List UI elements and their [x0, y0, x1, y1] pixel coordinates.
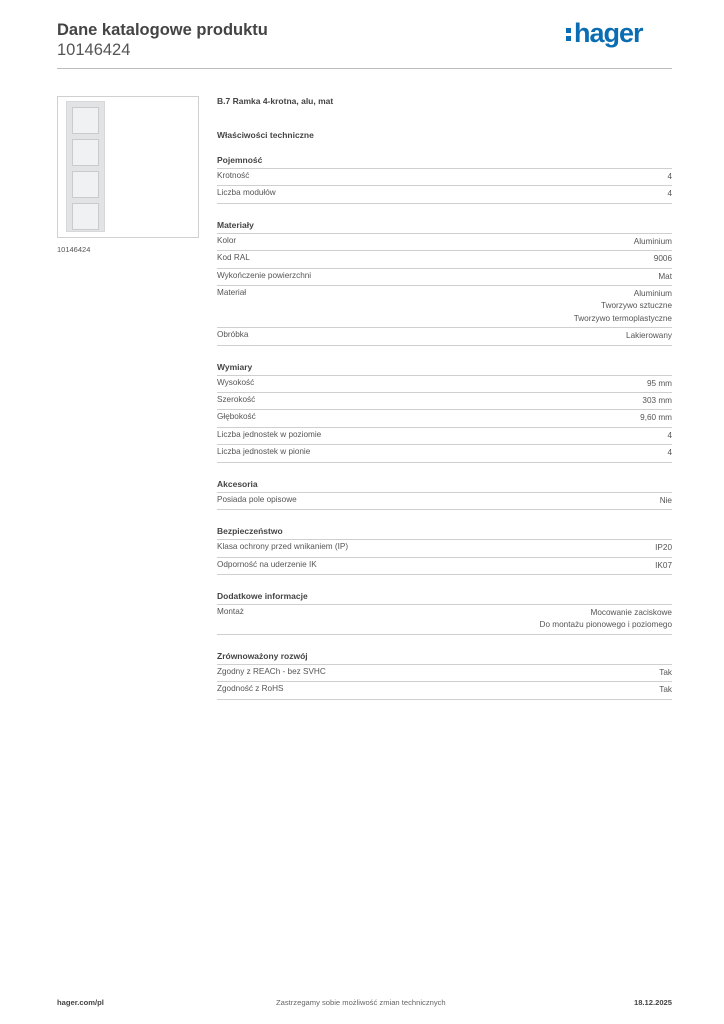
spec-value — [654, 253, 672, 265]
spec-label: Szerokość — [217, 395, 256, 405]
frame-slot-icon — [72, 171, 99, 198]
image-caption: 10146424 — [57, 245, 91, 254]
spec-value — [667, 188, 672, 200]
spec-label: Obróbka — [217, 330, 249, 340]
spec-label: Zgodny z REACh - bez SVHC — [217, 666, 326, 676]
spec-value-line: Mat — [658, 271, 672, 281]
spec-value — [667, 171, 672, 183]
document-title: Dane katalogowe produktu — [57, 21, 268, 39]
section-title: Wymiary — [217, 362, 672, 376]
spec-value — [667, 447, 672, 459]
hager-logo — [566, 18, 643, 49]
section-title: Pojemność — [217, 155, 672, 169]
product-name: B.7 Ramka 4-krotna, alu, mat — [217, 96, 334, 106]
spec-row — [217, 540, 672, 557]
spec-sections — [217, 155, 672, 700]
spec-value — [658, 271, 672, 283]
spec-label: Głębokość — [217, 412, 256, 422]
spec-row — [217, 682, 672, 699]
spec-value-line: 9,60 mm — [640, 413, 672, 423]
spec-row — [217, 376, 672, 393]
section-title: Zrównoważony rozwój — [217, 651, 672, 665]
spec-value — [659, 684, 672, 696]
document-header — [57, 20, 268, 60]
logo-dots-icon — [566, 22, 572, 42]
product-number: 10146424 — [57, 41, 131, 59]
spec-label: Materiał — [217, 288, 247, 298]
spec-value-line: Tak — [659, 667, 672, 677]
spec-label: Krotność — [217, 171, 250, 180]
spec-value — [655, 542, 672, 554]
footer-website[interactable]: hager.com/pl — [57, 998, 104, 1007]
spec-value-line: IP20 — [655, 543, 672, 553]
spec-value — [667, 430, 672, 442]
spec-value — [655, 560, 672, 572]
spec-value-line: 4 — [667, 172, 672, 181]
spec-value-line: 9006 — [653, 254, 672, 264]
spec-value-line: 303 mm — [642, 396, 672, 406]
spec-value — [634, 236, 672, 248]
spec-value-line: Tworzywo sztuczne — [601, 301, 672, 311]
spec-value-line: 4 — [667, 189, 672, 199]
spec-value-line: Mocowanie zaciskowe — [590, 607, 672, 617]
spec-label: Wykończenie powierzchni — [217, 270, 312, 280]
spec-row — [217, 445, 672, 462]
spec-value-line: Lakierowany — [626, 331, 672, 341]
spec-row — [217, 605, 672, 635]
spec-value-line: 95 mm — [646, 378, 672, 388]
spec-label: Kolor — [217, 235, 237, 245]
spec-row — [217, 558, 672, 575]
frame-slot-icon — [72, 139, 99, 166]
spec-value-line: Do montażu pionowego i poziomego — [539, 620, 672, 630]
spec-value — [659, 667, 672, 679]
spec-value-line: Aluminium — [633, 236, 672, 246]
spec-value-line: 4 — [667, 448, 672, 458]
spec-label: Kod RAL — [217, 253, 250, 263]
section-title: Dodatkowe informacje — [217, 591, 672, 605]
spec-label: Odporność na uderzenie IK — [217, 559, 317, 569]
spec-value — [574, 288, 672, 325]
spec-value — [660, 495, 672, 507]
spec-row — [217, 328, 672, 345]
properties-title: Właściwości techniczne — [217, 130, 314, 140]
frame-slot-icon — [72, 203, 99, 230]
spec-label: Posiada pole opisowe — [217, 494, 297, 504]
spec-row — [217, 269, 672, 286]
spec-value — [647, 378, 672, 390]
spec-row — [217, 251, 672, 268]
spec-value-line: Tworzywo termoplastyczne — [573, 313, 672, 323]
spec-label: Klasa ochrony przed wnikaniem (IP) — [217, 542, 349, 552]
spec-value — [642, 395, 672, 407]
spec-row — [217, 234, 672, 251]
spec-label: Liczba jednostek w pionie — [217, 447, 311, 457]
spec-row — [217, 393, 672, 410]
spec-value — [540, 607, 672, 632]
frame-slot-icon — [72, 107, 99, 134]
spec-row — [217, 428, 672, 445]
logo-text: hager — [574, 18, 643, 48]
spec-value-line: Aluminium — [633, 289, 672, 299]
section-title: Materiały — [217, 220, 672, 234]
spec-label: Montaż — [217, 606, 244, 616]
spec-row — [217, 169, 672, 186]
spec-label: Liczba modułów — [217, 188, 276, 198]
spec-row — [217, 493, 672, 510]
frame-icon — [66, 101, 105, 232]
spec-value — [626, 330, 672, 342]
section-title: Bezpieczeństwo — [217, 526, 672, 540]
footer-date: 18.12.2025 — [633, 998, 672, 1007]
spec-row — [217, 665, 672, 682]
product-image — [57, 96, 199, 238]
spec-value-line: Nie — [659, 495, 672, 505]
footer-disclaimer: Zastrzegamy sobie możliwość zmian technicznych — [276, 998, 446, 1007]
spec-value — [640, 412, 672, 424]
spec-label: Liczba jednostek w poziomie — [217, 429, 322, 439]
spec-value-line: IK07 — [655, 560, 672, 570]
section-title: Akcesoria — [217, 479, 672, 493]
spec-row — [217, 410, 672, 427]
spec-value-line: Tak — [659, 685, 672, 695]
spec-content — [217, 96, 672, 700]
spec-label: Wysokość — [217, 377, 255, 387]
spec-row — [217, 186, 672, 203]
header-divider — [57, 68, 672, 69]
spec-row — [217, 286, 672, 328]
spec-label: Zgodność z RoHS — [217, 684, 284, 694]
spec-value-line: 4 — [667, 430, 672, 440]
